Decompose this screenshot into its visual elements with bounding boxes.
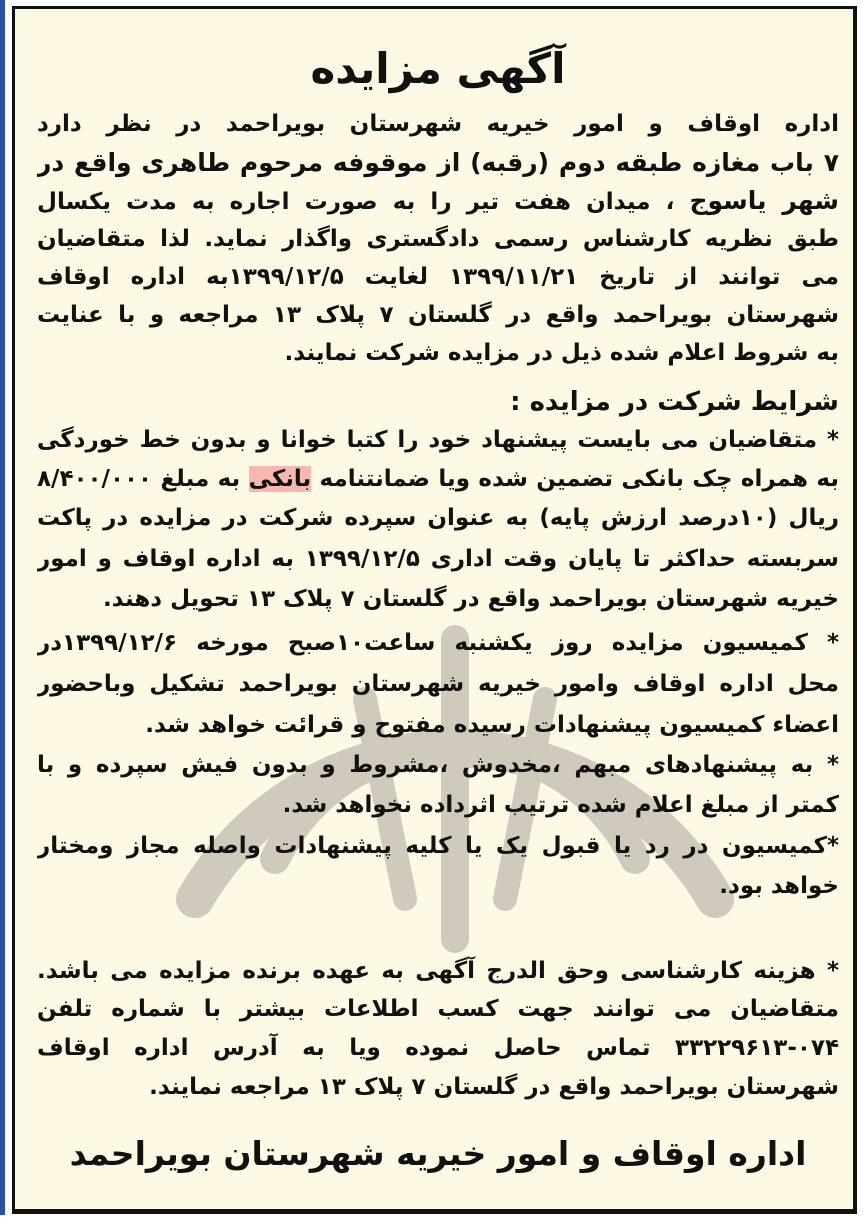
condition-text: به مبلغ ۸/۴۰۰/۰۰۰ — [37, 466, 249, 492]
condition-line: * کمیسیون مزایده روز یکشنبه ساعت۱۰صبح مورخه ۱۳۹۹/۱۲/۶در — [37, 630, 839, 656]
ad-footer-signature: اداره اوقاف و امور خیریه شهرستان بویراحمد — [69, 1134, 807, 1173]
intro-line — [37, 182, 839, 220]
intro-line: ۷ باب مغازه طبقه دوم (رقبه) از موقوفه مرحوم طاهری واقع در — [37, 148, 839, 177]
condition-line: ریال (۱۰درصد ارزش پایه) به عنوان سپرده شرکت در مزایده در پاکت — [37, 505, 839, 531]
condition-line: شهرستان بویراحمد واقع در گلستان ۷ پلاک ۱۳ مراجعه نمایند. — [149, 1074, 839, 1100]
condition-line: * متقاضیان می بایست پیشنهاد خود را کتبا خوانا و بدون خط خوردگی — [37, 427, 839, 453]
condition-line: * به پیشنهادهای مبهم ،مخدوش ،مشروط و بدون فیش سپرده و با — [37, 752, 839, 778]
page-edge — [0, 0, 5, 1215]
condition-line: محل اداره اوقاف وامور خیریه شهرستان بویراحمد تشکیل وباحضور — [37, 671, 839, 697]
condition-text: به همراه چک بانکی تضمین شده ویا ضمانتنامه — [311, 466, 839, 492]
condition-line: * هزینه کارشناسی وحق الدرج آگهی به عهده برنده مزایده می باشد. — [37, 958, 839, 984]
intro-line: می توانند از تاریخ ۱۳۹۹/۱۱/۲۱ لغایت ۱۳۹۹/۱۲/۵به اداره اوقاف — [37, 264, 839, 290]
condition-line — [37, 460, 839, 498]
intro-line: اداره اوقاف و امور خیریه شهرستان بویراحمد در نظر دارد — [37, 111, 839, 137]
condition-line: *کمیسیون در رد یا قبول یک یا کلیه پیشنهادات واصله مجاز ومختار — [37, 833, 839, 859]
condition-line: اعضاء کمیسیون پیشنهادات رسیده مفتوح و قرائت خواهد شد. — [145, 712, 839, 738]
highlighted-word: بانکی — [248, 466, 312, 492]
condition-line: سربسته حداکثر تا پایان وقت اداری ۱۳۹۹/۱۲/۵ به اداره اوقاف و امور — [37, 546, 839, 572]
conditions-heading: شرایط شرکت در مزایده : — [510, 387, 839, 417]
ad-title: آگهی مزایده — [310, 44, 566, 93]
condition-line: خیریه شهرستان بویراحمد واقع در گلستان ۷ پلاک ۱۳ تحویل دهند. — [102, 586, 839, 612]
intro-line: طبق نظریه کارشناس رسمی دادگستری واگذار نماید. لذا متقاضیان — [37, 226, 839, 252]
condition-line: ۳۳۲۲۹۶۱۳-۰۷۴ تماس حاصل نموده ویا به آدرس اداره اوقاف — [37, 1035, 839, 1061]
city-name: شهر یاسوج — [689, 186, 839, 215]
condition-line: متقاضیان می توانند جهت کسب اطلاعات بیشتر با شماره تلفن — [37, 996, 839, 1022]
advertisement-box — [12, 6, 857, 1214]
condition-line: کمتر از مبلغ اعلام شده ترتیب اثرداده نخواهد شد. — [282, 792, 839, 818]
condition-line: خواهد بود. — [719, 873, 839, 899]
intro-line: شهرستان بویراحمد واقع در گلستان ۷ پلاک ۱۳ مراجعه و با عنایت — [37, 302, 839, 328]
intro-line: به شروط اعلام شده ذیل در مزایده شرکت نمایند. — [284, 340, 839, 366]
intro-text: ، میدان هفت تیر را به صورت اجاره به مدت یکسال — [37, 189, 690, 215]
